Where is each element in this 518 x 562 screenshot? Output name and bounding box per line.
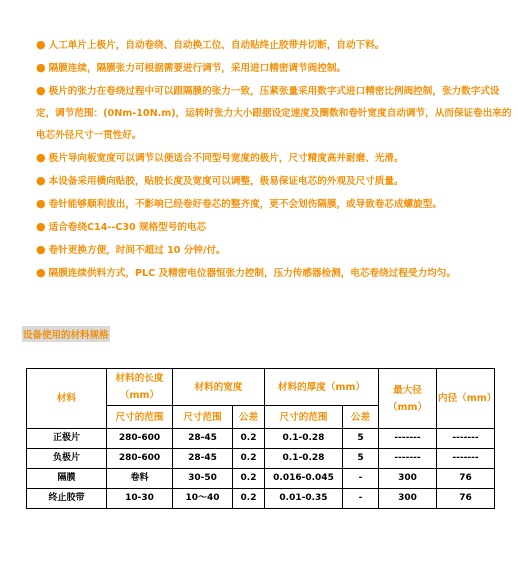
table-cell: 28-45	[173, 429, 233, 449]
table-cell: 0.01-0.35	[265, 489, 343, 509]
table-cell: 隔膜	[27, 469, 107, 489]
sub-width-tolerance: 公差	[233, 406, 265, 429]
table-cell: 300	[379, 489, 437, 509]
table-cell: 0.016-0.045	[265, 469, 343, 489]
table-cell: 0.1-0.28	[265, 429, 343, 449]
table-cell: -------	[379, 429, 437, 449]
table-cell: 负极片	[27, 449, 107, 469]
table-cell: 76	[437, 489, 495, 509]
sub-thickness-tolerance: 公差	[343, 406, 379, 429]
table-cell: -	[343, 489, 379, 509]
table-cell: 正极片	[27, 429, 107, 449]
table-cell: -	[343, 469, 379, 489]
sub-thickness-range: 尺寸的范围	[265, 406, 343, 429]
table-cell: 280-600	[107, 429, 173, 449]
table-cell: 0.1-0.28	[265, 449, 343, 469]
feature-item: ● 卷针能够顺利拔出，不影响已经卷好卷芯的整齐度，更不会划伤隔膜，或导致卷芯成螺旋型。	[36, 197, 442, 210]
table-row	[27, 449, 495, 469]
table-cell: -------	[437, 429, 495, 449]
feature-list	[36, 34, 512, 285]
table-row	[27, 469, 495, 489]
bullet-icon: ●	[36, 151, 46, 164]
table-cell: 30-50	[173, 469, 233, 489]
bullet-icon: ●	[36, 220, 46, 233]
col-length: 材料的长度（mm）	[107, 369, 173, 406]
table-cell: 0.2	[233, 489, 265, 509]
sub-length-range: 尺寸的范围	[107, 406, 173, 429]
table-header-row	[27, 369, 495, 406]
bullet-icon: ●	[36, 84, 46, 97]
bullet-icon: ●	[36, 174, 46, 187]
table-cell: 5	[343, 449, 379, 469]
bullet-icon: ●	[36, 38, 46, 51]
table-row	[27, 489, 495, 509]
table-cell: 300	[379, 469, 437, 489]
feature-item: ● 隔膜连续，隔膜张力可根据需要进行调节，采用进口精密调节阀控制。	[36, 61, 347, 74]
section-title: 设备使用的材料规格	[22, 326, 110, 342]
feature-item: ● 极片导向板宽度可以调节以便适合不同型号宽度的极片，尺寸精度高并耐磨、光滑。	[36, 151, 404, 164]
table-cell: 280-600	[107, 449, 173, 469]
bullet-icon: ●	[36, 266, 46, 279]
feature-item: ● 本设备采用横向贴胶，贴胶长度及宽度可以调整，极易保证电芯的外观及尺寸质量。	[36, 174, 404, 187]
feature-item: ● 隔膜连续供料方式，PLC 及精密电位器恒张力控制，压力传感器检测，电芯卷绕过程受力均匀。	[36, 266, 456, 279]
table-cell: 76	[437, 469, 495, 489]
table-cell: 0.2	[233, 429, 265, 449]
table-cell: 10～40	[173, 489, 233, 509]
col-max-diameter: 最大径（mm）	[379, 369, 437, 429]
feature-item: ● 人工单片上极片，自动卷绕、自动换工位、自动贴终止胶带并切断，自动下料。	[36, 38, 385, 51]
table-cell: 5	[343, 429, 379, 449]
table-cell: 卷料	[107, 469, 173, 489]
table-cell: 10-30	[107, 489, 173, 509]
table-row	[27, 429, 495, 449]
table-cell: -------	[437, 449, 495, 469]
feature-item: ● 卷针更换方便，时间不超过 10 分钟/付。	[36, 243, 226, 256]
sub-width-range: 尺寸范围	[173, 406, 233, 429]
col-thickness: 材料的厚度（mm）	[265, 369, 379, 406]
feature-item: ● 极片的张力在卷绕过程中可以跟隔膜的张力一致，压紧张量采用数字式进口精密比例阀控制，张力数字式设定，调节范围：(0Nm-10N.m)，运转时张力大小跟据设定速度及圈数和卷针宽度自动调节，从而保证卷出来的电芯外径尺寸一贯性好。	[36, 84, 512, 141]
col-material: 材料	[27, 369, 107, 429]
bullet-icon: ●	[36, 61, 46, 74]
table-cell: 终止胶带	[27, 489, 107, 509]
feature-item: ● 适合卷绕C14--C30 规格型号的电芯	[36, 220, 207, 233]
bullet-icon: ●	[36, 197, 46, 210]
table-cell: -------	[379, 449, 437, 469]
table-cell: 28-45	[173, 449, 233, 469]
bullet-icon: ●	[36, 243, 46, 256]
table-cell: 0.2	[233, 449, 265, 469]
col-inner-diameter: 内径（mm）	[437, 369, 495, 429]
col-width: 材料的宽度	[173, 369, 265, 406]
table-cell: 0.2	[233, 469, 265, 489]
material-spec-table	[26, 368, 495, 509]
